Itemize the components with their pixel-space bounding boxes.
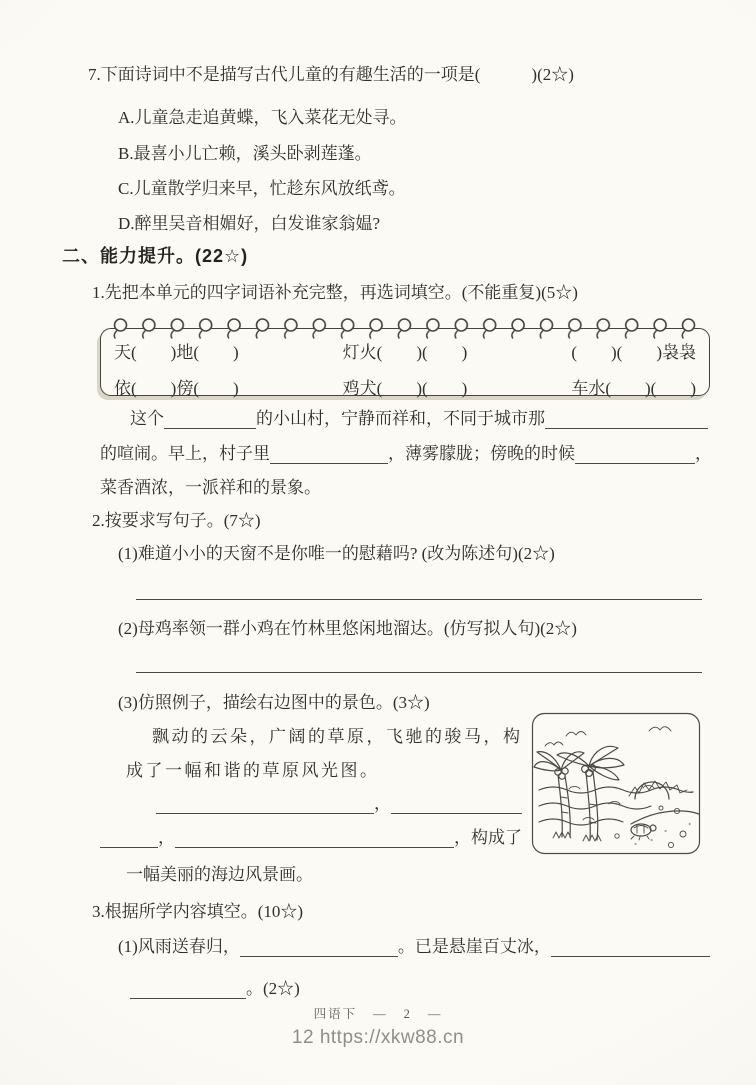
answer-blank	[545, 409, 708, 430]
spiral-binding-icon	[107, 315, 703, 342]
q2-example-line-2: 成了一幅和谐的草原风光图。	[126, 761, 380, 780]
q2-example-line-1: 飘动的云朵，广阔的草原，飞驰的骏马，构	[152, 727, 523, 746]
q1-stem: 1.先把本单元的四字词语补充完整，再选词填空。(不能重复)(5☆)	[92, 283, 578, 302]
q1-passage-line-2	[100, 443, 712, 464]
q2-stem: 2.按要求写句子。(7☆)	[92, 511, 261, 530]
section-2-heading: 二、能力提升。(22☆)	[62, 246, 249, 266]
q7-stem: 7.下面诗词中不是描写古代儿童的有趣生活的一项是( )(2☆)	[88, 65, 574, 84]
q1-passage-line-1	[130, 408, 708, 429]
answer-blank	[391, 794, 522, 815]
bank-item: 车水( )( )	[571, 379, 696, 398]
passage-text: ，薄雾朦胧；傍晚的时候	[388, 444, 575, 463]
q2-sub1: (1)难道小小的天窗不是你唯一的慰藉吗? (改为陈述句)(2☆)	[118, 544, 555, 563]
q3-sub1-line-1	[118, 936, 710, 957]
watermark-url: 12 https://xkw88.cn	[291, 1027, 465, 1048]
answer-blank	[575, 444, 695, 465]
beach-sand	[615, 806, 699, 848]
bank-item: 鸡犬( )( )	[342, 379, 468, 398]
turtle-icon	[631, 824, 656, 840]
q3-text: (1)风雨送春归，	[118, 937, 240, 956]
q1-passage-line-3: 菜香酒浓，一派祥和的景象。	[100, 478, 321, 497]
q3-text: 。已是悬崖百丈冰，	[397, 937, 551, 956]
answer-blank	[240, 937, 398, 958]
q2-closing-line: 一幅美丽的海边风景画。	[126, 865, 313, 884]
illustration-frame	[533, 714, 700, 854]
q7-option-a: A.儿童急走追黄蝶，飞入菜花无处寻。	[118, 108, 407, 127]
answer-blank	[164, 409, 256, 430]
comma: ，	[158, 828, 175, 847]
footer-page-number: 2	[403, 1007, 412, 1021]
page-footer	[0, 1004, 756, 1022]
beach-scene-illustration	[531, 712, 701, 855]
q7-option-b: B.最喜小儿亡赖，溪头卧剥莲蓬。	[118, 144, 372, 163]
footer-dash: —	[373, 1007, 388, 1021]
answer-blank	[130, 979, 246, 1000]
seagull-icons	[545, 727, 671, 746]
bank-item: 灯火( )( )	[342, 343, 468, 362]
q7-option-d: D.醉里吴音相媚好，白发谁家翁媪?	[118, 214, 381, 233]
q2-blanks-row-2	[100, 827, 522, 848]
q2-sub3: (3)仿照例子，描绘右边图中的景色。(3☆)	[118, 693, 430, 712]
q2-sub2: (2)母鸡率领一群小鸡在竹林里悠闲地溜达。(仿写拟人句)(2☆)	[118, 619, 577, 638]
passage-text: 这个	[130, 409, 164, 428]
answer-blank	[156, 794, 374, 815]
passage-text: 的小山村，宁静而祥和，不同于城市那	[256, 409, 545, 428]
tail-text: ，构成了	[454, 828, 522, 847]
comma: ，	[374, 794, 391, 813]
bank-item: ( )( )袅袅	[571, 343, 696, 362]
passage-text: ，	[695, 444, 712, 463]
q3-text: 。(2☆)	[246, 979, 300, 998]
q3-sub1-line-2	[130, 978, 300, 999]
answer-rule	[136, 599, 702, 600]
answer-blank	[175, 828, 454, 849]
answer-blank	[100, 828, 158, 849]
answer-rule	[136, 672, 702, 673]
q7-option-c: C.儿童散学归来早，忙趁东风放纸鸢。	[118, 179, 406, 198]
footer-book-label: 四语下	[313, 1007, 358, 1021]
q3-stem: 3.根据所学内容填空。(10☆)	[92, 902, 304, 921]
bank-item: 依( )傍( )	[114, 379, 239, 398]
answer-blank	[270, 444, 388, 465]
word-bank-box	[100, 328, 710, 396]
palm-trees	[534, 746, 624, 841]
bank-item: 天( )地( )	[114, 343, 239, 362]
footer-dash: —	[427, 1007, 443, 1021]
q2-blanks-row-1	[156, 793, 522, 814]
word-bank-row-2	[101, 374, 709, 399]
passage-text: 的喧闹。早上，村子里	[100, 444, 270, 463]
answer-blank	[551, 937, 710, 958]
